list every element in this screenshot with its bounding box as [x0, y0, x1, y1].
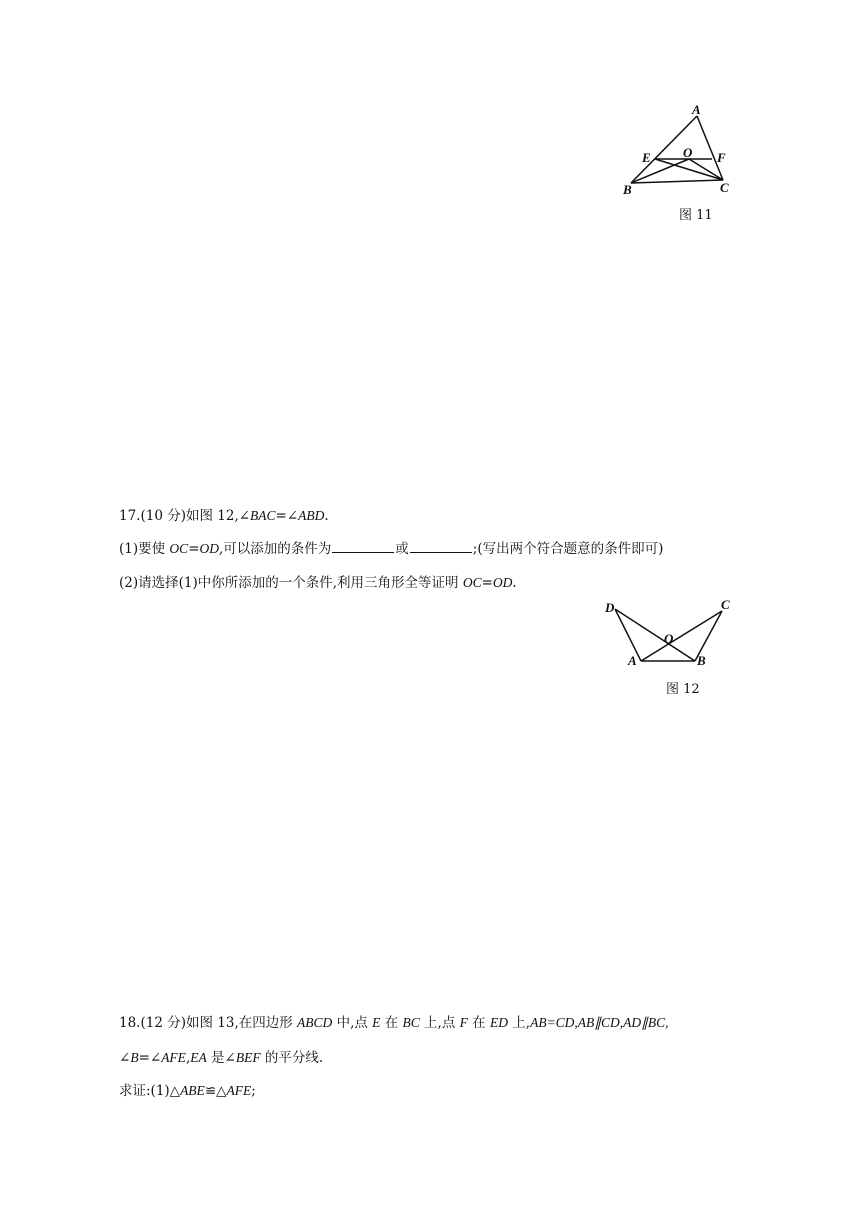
segment-ed: ED: [489, 1015, 508, 1030]
fig12-label-b: B: [697, 653, 706, 668]
q18-conditions: AB=CD,AB∥CD,AD∥BC,: [530, 1015, 669, 1030]
q17-text: (2)请选择(1)中你所添加的一个条件,利用三角形全等证明: [119, 575, 463, 591]
q18-text: 是∠: [206, 1050, 236, 1066]
q17-text: .: [512, 575, 517, 591]
point-f: F: [459, 1015, 468, 1030]
angle-b: B: [130, 1050, 139, 1065]
fig12-label-d: D: [605, 600, 615, 615]
q18-text: ,: [185, 1050, 191, 1066]
figure-12-diagram: [598, 594, 743, 674]
q18-text: 上,: [507, 1015, 531, 1031]
q17-text: 17.(10 分)如图 12,∠: [119, 508, 251, 524]
fig12-label-a: A: [628, 653, 637, 668]
fig11-label-e: E: [642, 150, 651, 165]
q18-line-2: [119, 1049, 323, 1067]
angle-bef: BEF: [235, 1050, 261, 1065]
q18-text: 18.(12 分)如图 13,在四边形: [119, 1015, 298, 1031]
q18-text: 中,点: [332, 1015, 373, 1031]
figure-11-caption: 图 11: [679, 208, 713, 223]
q18-text: =∠: [138, 1050, 162, 1066]
q17-text: ;(写出两个符合题意的条件即可): [472, 541, 664, 557]
triangle-abe: ABE: [180, 1083, 205, 1098]
fig12-label-o: O: [664, 631, 674, 646]
figure-12: [598, 594, 743, 674]
q17-heading: [119, 507, 329, 525]
answer-blank-2[interactable]: [410, 540, 472, 553]
q18-text: 的平分线.: [260, 1050, 324, 1066]
angle-bac: BAC: [250, 508, 276, 523]
q17-text: =: [188, 541, 200, 557]
angle-afe: AFE: [161, 1050, 186, 1065]
segment-bc: BC: [402, 1015, 420, 1030]
answer-blank-1[interactable]: [332, 540, 394, 553]
q18-text: 上,点: [419, 1015, 460, 1031]
q17-text: =∠: [275, 508, 299, 524]
fig11-label-a: A: [692, 102, 701, 117]
fig11-label-b: B: [623, 182, 632, 197]
q17-text: 或: [395, 541, 409, 557]
q18-text: 在: [467, 1015, 490, 1031]
q17-text: (1)要使: [119, 541, 170, 557]
segment-oc: OC: [169, 541, 189, 556]
q17-text: ,可以添加的条件为: [219, 541, 332, 557]
q17-part-2: [119, 574, 517, 592]
figure-12-caption: 图 12: [666, 682, 700, 697]
fig11-label-o: O: [683, 145, 693, 160]
q18-text: ;: [251, 1083, 256, 1099]
fig11-label-c: C: [720, 180, 729, 195]
q17-text: .: [324, 508, 329, 524]
q18-text: ≌△: [204, 1083, 227, 1099]
point-e: E: [372, 1015, 381, 1030]
fig11-label-f: F: [717, 150, 726, 165]
q17-text: =: [481, 575, 493, 591]
triangle-afe: AFE: [226, 1083, 252, 1098]
q18-line-1: [119, 1014, 669, 1032]
segment-oc: OC: [462, 575, 482, 590]
figure-11-diagram: [620, 100, 740, 200]
segment-ea: EA: [190, 1050, 207, 1065]
fig12-label-c: C: [721, 597, 730, 612]
q18-line-3: [119, 1082, 256, 1100]
quad-abcd: ABCD: [297, 1015, 333, 1030]
q17-part-1: [119, 540, 663, 558]
q18-text: 求证:(1)△: [119, 1083, 181, 1099]
angle-abd: ABD: [298, 508, 325, 523]
q18-text: ∠: [119, 1050, 131, 1066]
segment-od: OD: [199, 541, 219, 556]
segment-od: OD: [492, 575, 513, 590]
figure-11: [620, 100, 740, 200]
q18-text: 在: [380, 1015, 403, 1031]
